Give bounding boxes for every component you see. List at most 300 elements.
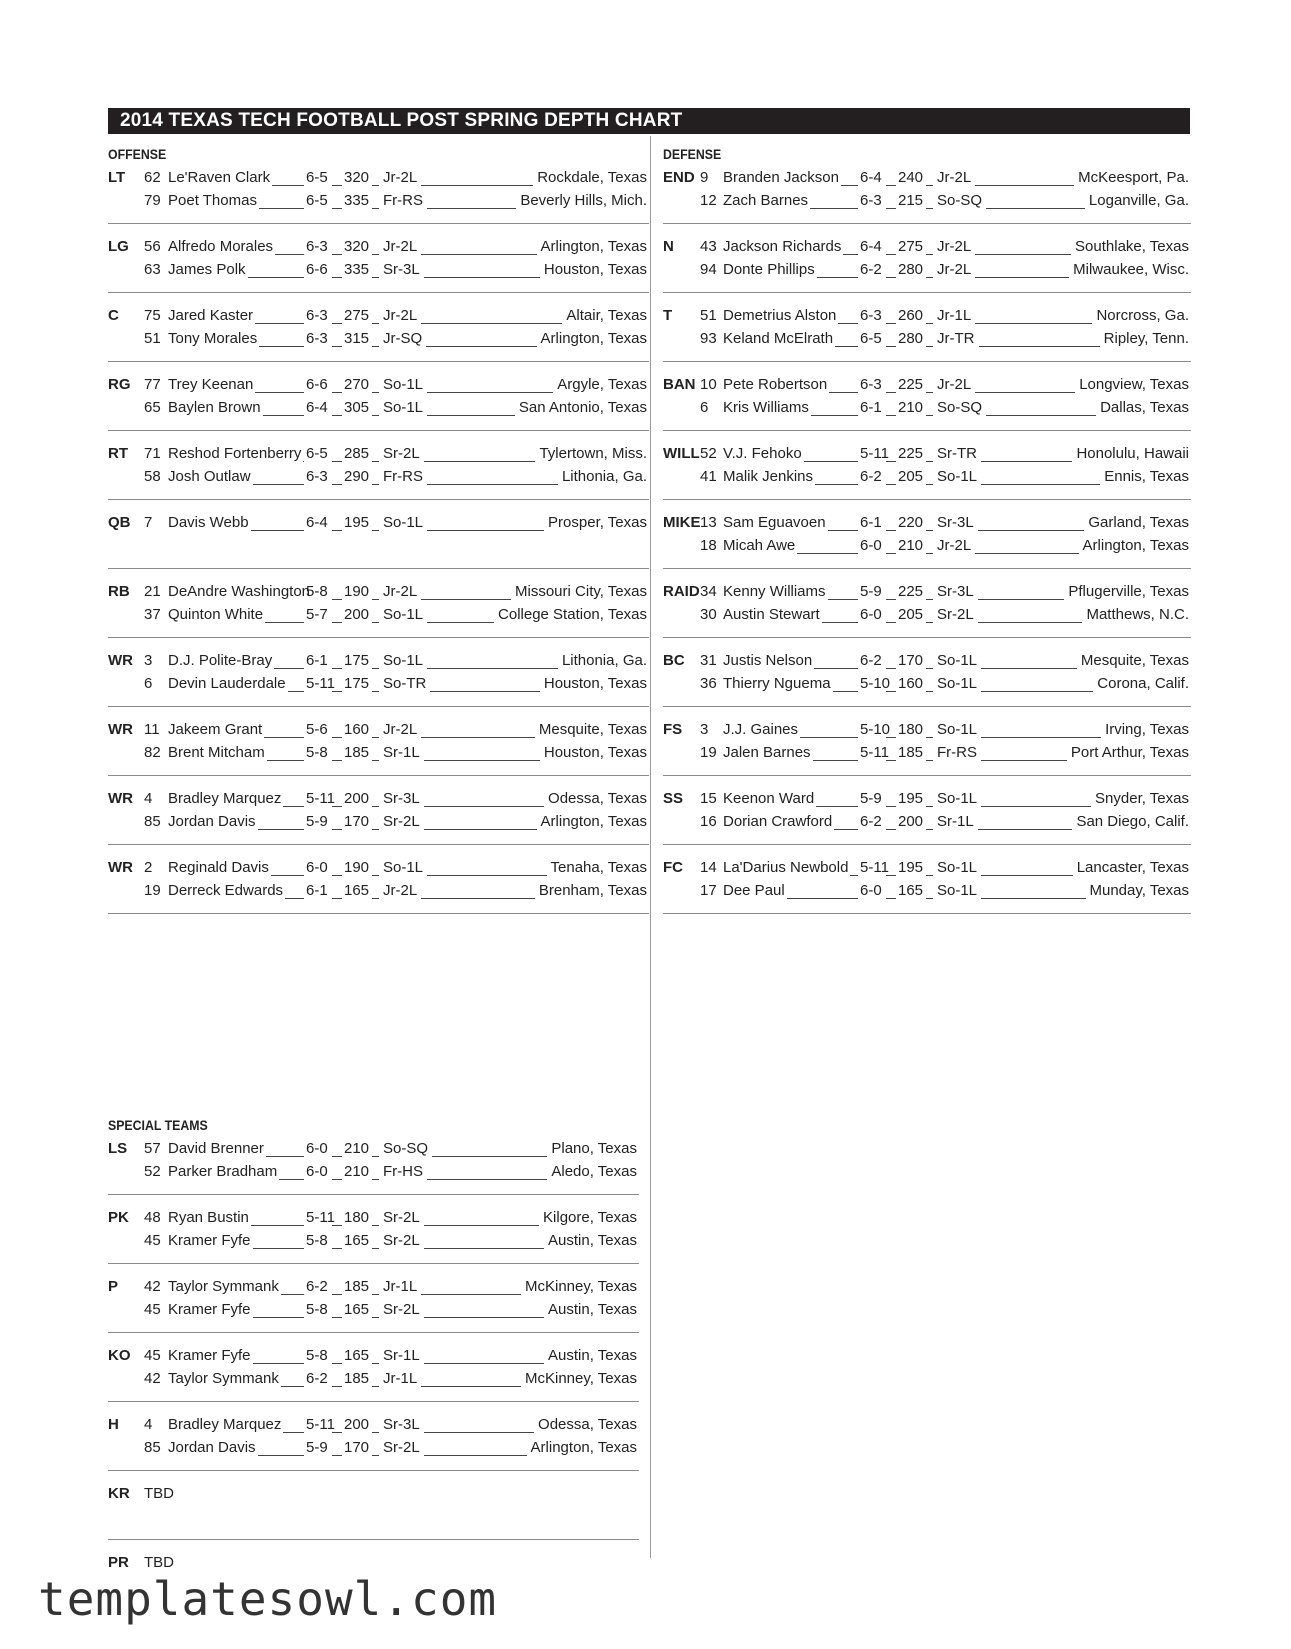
fill-line (372, 461, 379, 462)
fill-line (926, 484, 933, 485)
fill-line (981, 691, 1093, 692)
fill-line (274, 668, 304, 669)
fill-line (981, 806, 1091, 807)
jersey-number: 14 (700, 859, 717, 876)
jersey-number: 93 (700, 330, 717, 347)
depth-group-pk (108, 1201, 639, 1264)
player-name: Reginald Davis (168, 859, 269, 876)
fill-line (981, 668, 1077, 669)
player-name: Kris Williams (723, 399, 809, 416)
depth-group-wr (108, 644, 649, 707)
fill-line (424, 1317, 544, 1318)
class-year: So-1L (937, 859, 978, 876)
fill-line (265, 622, 304, 623)
weight: 160 (344, 721, 370, 738)
fill-line (886, 323, 896, 324)
fill-line (372, 208, 379, 209)
fill-line (814, 668, 858, 669)
fill-line (427, 484, 558, 485)
fill-line (926, 208, 933, 209)
fill-line (804, 461, 858, 462)
player-name: Jakeem Grant (168, 721, 263, 738)
player-name: Jared Kaster (168, 307, 254, 324)
class-year: So-1L (937, 882, 978, 899)
jersey-number: 7 (144, 514, 153, 531)
class-year: Jr-2L (383, 307, 418, 324)
player-name: Jordan Davis (168, 1439, 256, 1456)
fill-line (266, 1156, 304, 1157)
weight: 335 (344, 261, 370, 278)
fill-line (828, 599, 858, 600)
depth-group-n (663, 230, 1191, 293)
jersey-number: 13 (700, 514, 717, 531)
position-label: RT (108, 445, 128, 462)
fill-line (797, 553, 858, 554)
jersey-number: 9 (700, 169, 709, 186)
jersey-number: 11 (144, 721, 160, 738)
weight: 185 (344, 744, 370, 761)
height: 5-11 (306, 1209, 335, 1226)
position-label: BAN (663, 376, 696, 393)
class-year: So-1L (383, 606, 424, 623)
class-year: Jr-2L (383, 721, 418, 738)
player-row (108, 261, 649, 283)
fill-line (975, 553, 1079, 554)
fill-line (332, 622, 342, 623)
fill-line (886, 806, 896, 807)
player-row (108, 813, 649, 835)
page-title: 2014 TEXAS TECH FOOTBALL POST SPRING DEPTH CHART (108, 108, 1190, 134)
depth-group-fs (663, 713, 1191, 776)
fill-line (372, 484, 379, 485)
fill-line (281, 1386, 304, 1387)
hometown: Corona, Calif. (1097, 675, 1189, 692)
fill-line (372, 392, 379, 393)
fill-line (372, 1317, 379, 1318)
tbd-label: TBD (144, 1554, 174, 1571)
class-year: Sr-3L (937, 583, 974, 600)
player-name: David Brenner (168, 1140, 264, 1157)
weight: 275 (898, 238, 924, 255)
position-label: SS (663, 790, 684, 807)
position-label: KR (108, 1485, 130, 1502)
fill-line (332, 415, 342, 416)
hometown: Arlington, Texas (1082, 537, 1189, 554)
class-year: So-1L (937, 790, 978, 807)
fill-line (332, 898, 342, 899)
hometown: Norcross, Ga. (1096, 307, 1189, 324)
hometown: Matthews, N.C. (1086, 606, 1189, 623)
hometown: Tylertown, Miss. (539, 445, 647, 462)
fill-line (424, 1363, 544, 1364)
height: 6-5 (860, 330, 882, 347)
fill-line (981, 461, 1072, 462)
jersey-number: 15 (700, 790, 717, 807)
weight: 180 (344, 1209, 370, 1226)
fill-line (424, 1432, 534, 1433)
fill-line (288, 691, 304, 692)
hometown: Altair, Texas (566, 307, 647, 324)
player-row (108, 514, 649, 536)
fill-line (332, 461, 342, 462)
defense-heading: DEFENSE (663, 146, 722, 162)
fill-line (424, 829, 537, 830)
height: 5-8 (306, 1301, 328, 1318)
jersey-number: 42 (144, 1278, 161, 1295)
player-row (663, 537, 1191, 559)
fill-line (978, 829, 1072, 830)
player-row (108, 1140, 639, 1162)
player-row (663, 261, 1191, 283)
player-row (663, 606, 1191, 628)
fill-line (285, 898, 304, 899)
class-year: Jr-2L (383, 169, 418, 186)
jersey-number: 75 (144, 307, 161, 324)
fill-line (986, 208, 1085, 209)
fill-line (372, 1294, 379, 1295)
height: 6-3 (860, 192, 882, 209)
fill-line (886, 898, 896, 899)
fill-line (834, 829, 858, 830)
depth-group-rt (108, 437, 649, 500)
player-name: Dorian Crawford (723, 813, 833, 830)
jersey-number: 57 (144, 1140, 161, 1157)
fill-line (271, 875, 304, 876)
player-row (663, 859, 1191, 881)
jersey-number: 65 (144, 399, 161, 416)
player-name: DeAndre Washington (168, 583, 311, 600)
player-name: Tony Morales (168, 330, 258, 347)
fill-line (421, 737, 535, 738)
weight: 290 (344, 468, 370, 485)
player-row (108, 859, 649, 881)
hometown: Southlake, Texas (1075, 238, 1189, 255)
hometown: Brenham, Texas (538, 882, 647, 899)
position-label: QB (108, 514, 131, 531)
player-row (108, 1301, 639, 1323)
fill-line (886, 530, 896, 531)
height: 6-0 (306, 1163, 328, 1180)
player-name: Jackson Richards (723, 238, 842, 255)
fill-line (253, 484, 304, 485)
fill-line (926, 829, 933, 830)
fill-line (787, 898, 858, 899)
jersey-number: 62 (144, 169, 161, 186)
position-label: T (663, 307, 673, 324)
hometown: Milwaukee, Wisc. (1073, 261, 1189, 278)
jersey-number: 17 (700, 882, 717, 899)
weight: 320 (344, 169, 370, 186)
fill-line (279, 1179, 304, 1180)
class-year: Jr-2L (937, 238, 972, 255)
fill-line (332, 1294, 342, 1295)
jersey-number: 85 (144, 1439, 161, 1456)
player-name: D.J. Polite-Bray (168, 652, 273, 669)
depth-group-rb (108, 575, 649, 638)
fill-line (926, 553, 933, 554)
class-year: Sr-2L (383, 445, 420, 462)
position-label: LS (108, 1140, 128, 1157)
player-row (663, 744, 1191, 766)
player-name: Alfredo Morales (168, 238, 274, 255)
fill-line (372, 346, 379, 347)
fill-line (975, 185, 1074, 186)
jersey-number: 71 (144, 445, 161, 462)
weight: 200 (344, 790, 370, 807)
weight: 275 (344, 307, 370, 324)
fill-line (886, 622, 896, 623)
height: 5-11 (306, 675, 335, 692)
depth-group-fc (663, 851, 1191, 914)
player-name: Keenon Ward (723, 790, 815, 807)
fill-line (981, 484, 1100, 485)
fill-line (886, 208, 896, 209)
player-row (663, 376, 1191, 398)
weight: 225 (898, 445, 924, 462)
position-label: BC (663, 652, 685, 669)
hometown: Austin, Texas (548, 1232, 637, 1249)
player-row (663, 169, 1191, 191)
depth-group-lt (108, 161, 649, 224)
weight: 195 (898, 859, 924, 876)
height: 6-6 (306, 261, 328, 278)
weight: 305 (344, 399, 370, 416)
class-year: Jr-2L (937, 169, 972, 186)
class-year: So-1L (383, 399, 424, 416)
player-name: Brent Mitcham (168, 744, 265, 761)
height: 6-3 (306, 330, 328, 347)
column-divider (650, 136, 651, 1558)
player-row (663, 813, 1191, 835)
jersey-number: 45 (144, 1232, 161, 1249)
fill-line (426, 346, 537, 347)
fill-line (372, 829, 379, 830)
fill-line (886, 737, 896, 738)
fill-line (332, 875, 342, 876)
weight: 185 (344, 1278, 370, 1295)
player-name: Thierry Nguema (723, 675, 831, 692)
position-label: PR (108, 1554, 129, 1571)
fill-line (372, 277, 379, 278)
hometown: Ennis, Texas (1104, 468, 1189, 485)
fill-line (427, 208, 516, 209)
position-label: RG (108, 376, 131, 393)
fill-line (255, 323, 304, 324)
fill-line (886, 484, 896, 485)
fill-line (838, 323, 858, 324)
class-year: Jr-2L (937, 261, 972, 278)
fill-line (835, 346, 858, 347)
player-name: Parker Bradham (168, 1163, 278, 1180)
hometown: Pflugerville, Texas (1068, 583, 1189, 600)
player-name: Zach Barnes (723, 192, 809, 209)
player-name: Kramer Fyfe (168, 1232, 251, 1249)
player-name: V.J. Fehoko (723, 445, 802, 462)
height: 6-1 (860, 399, 882, 416)
player-row (108, 1485, 639, 1507)
class-year: So-SQ (383, 1140, 429, 1157)
player-row (663, 468, 1191, 490)
player-row (108, 652, 649, 674)
fill-line (332, 1455, 342, 1456)
class-year: Fr-RS (383, 468, 423, 485)
fill-line (332, 1432, 342, 1433)
class-year: Fr-HS (383, 1163, 423, 1180)
position-label: C (108, 307, 119, 324)
fill-line (886, 392, 896, 393)
depth-group-kr (108, 1477, 639, 1540)
height: 6-0 (306, 1140, 328, 1157)
hometown: Aledo, Texas (551, 1163, 637, 1180)
height: 6-4 (860, 238, 882, 255)
fill-line (981, 737, 1101, 738)
jersey-number: 19 (700, 744, 717, 761)
fill-line (372, 898, 379, 899)
depth-group-bc (663, 644, 1191, 707)
fill-line (975, 277, 1069, 278)
hometown: Missouri City, Texas (515, 583, 647, 600)
fill-line (430, 691, 540, 692)
weight: 225 (898, 583, 924, 600)
class-year: Jr-1L (937, 307, 972, 324)
weight: 165 (344, 1301, 370, 1318)
depth-group-c (108, 299, 649, 362)
class-year: Sr-2L (383, 1439, 420, 1456)
hometown: Odessa, Texas (538, 1416, 637, 1433)
height: 5-11 (306, 1416, 335, 1433)
player-row (663, 583, 1191, 605)
fill-line (332, 1317, 342, 1318)
fill-line (822, 622, 858, 623)
player-row (108, 790, 649, 812)
fill-line (886, 599, 896, 600)
jersey-number: 77 (144, 376, 161, 393)
fill-line (978, 599, 1064, 600)
player-name: Austin Stewart (723, 606, 820, 623)
fill-line (816, 806, 858, 807)
weight: 285 (344, 445, 370, 462)
weight: 210 (898, 537, 924, 554)
fill-line (424, 1248, 544, 1249)
position-label: WR (108, 859, 133, 876)
player-row (663, 882, 1191, 904)
player-row (108, 1416, 639, 1438)
player-row (663, 652, 1191, 674)
player-name: Devin Lauderdale (168, 675, 286, 692)
fill-line (332, 1179, 342, 1180)
fill-line (926, 415, 933, 416)
position-label: PK (108, 1209, 129, 1226)
height: 6-3 (860, 376, 882, 393)
fill-line (886, 829, 896, 830)
weight: 210 (898, 399, 924, 416)
jersey-number: 34 (700, 583, 717, 600)
height: 6-5 (306, 192, 328, 209)
jersey-number: 10 (700, 376, 717, 393)
weight: 210 (344, 1163, 370, 1180)
fill-line (424, 760, 540, 761)
fill-line (926, 622, 933, 623)
jersey-number: 16 (700, 813, 717, 830)
jersey-number: 19 (144, 882, 161, 899)
depth-group-wr (108, 713, 649, 776)
fill-line (427, 415, 515, 416)
jersey-number: 6 (144, 675, 153, 692)
weight: 170 (344, 813, 370, 830)
fill-line (372, 1363, 379, 1364)
fill-line (815, 484, 858, 485)
fill-line (817, 277, 858, 278)
fill-line (332, 1156, 342, 1157)
height: 5-11 (860, 744, 889, 761)
fill-line (432, 1156, 547, 1157)
hometown: Longview, Texas (1079, 376, 1189, 393)
hometown: Irving, Texas (1105, 721, 1189, 738)
fill-line (975, 323, 1092, 324)
class-year: So-TR (383, 675, 427, 692)
class-year: Sr-2L (383, 1209, 420, 1226)
fill-line (372, 737, 379, 738)
hometown: Houston, Texas (543, 675, 647, 692)
fill-line (421, 1386, 521, 1387)
fill-line (332, 323, 342, 324)
position-label: WR (108, 790, 133, 807)
player-row (108, 882, 649, 904)
fill-line (248, 277, 304, 278)
class-year: Jr-2L (383, 583, 418, 600)
player-name: Poet Thomas (168, 192, 257, 209)
hometown: Garland, Texas (1088, 514, 1189, 531)
fill-line (886, 346, 896, 347)
fill-line (926, 599, 933, 600)
weight: 270 (344, 376, 370, 393)
fill-line (424, 277, 540, 278)
fill-line (421, 898, 535, 899)
player-row (108, 1439, 639, 1461)
fill-line (372, 1179, 379, 1180)
height: 6-1 (860, 514, 882, 531)
hometown: Honolulu, Hawaii (1076, 445, 1189, 462)
player-name: Derreck Edwards (168, 882, 284, 899)
fill-line (332, 668, 342, 669)
hometown: College Station, Texas (498, 606, 647, 623)
fill-line (372, 1156, 379, 1157)
class-year: Sr-1L (937, 813, 974, 830)
weight: 280 (898, 330, 924, 347)
fill-line (253, 1248, 304, 1249)
class-year: Jr-TR (937, 330, 975, 347)
depth-group-raid (663, 575, 1191, 638)
player-name: Bradley Marquez (168, 1416, 282, 1433)
class-year: Jr-SQ (383, 330, 423, 347)
position-label: H (108, 1416, 119, 1433)
fill-line (253, 1363, 304, 1364)
fill-line (372, 1432, 379, 1433)
class-year: So-1L (937, 721, 978, 738)
fill-line (981, 875, 1073, 876)
fill-line (372, 254, 379, 255)
fill-line (372, 323, 379, 324)
height: 6-4 (306, 514, 328, 531)
jersey-number: 4 (144, 1416, 153, 1433)
fill-line (372, 875, 379, 876)
class-year: Jr-2L (937, 376, 972, 393)
class-year: Sr-2L (937, 606, 974, 623)
fill-line (372, 760, 379, 761)
depth-group-wr (108, 782, 649, 845)
tbd-label: TBD (144, 1485, 174, 1502)
jersey-number: 12 (700, 192, 717, 209)
